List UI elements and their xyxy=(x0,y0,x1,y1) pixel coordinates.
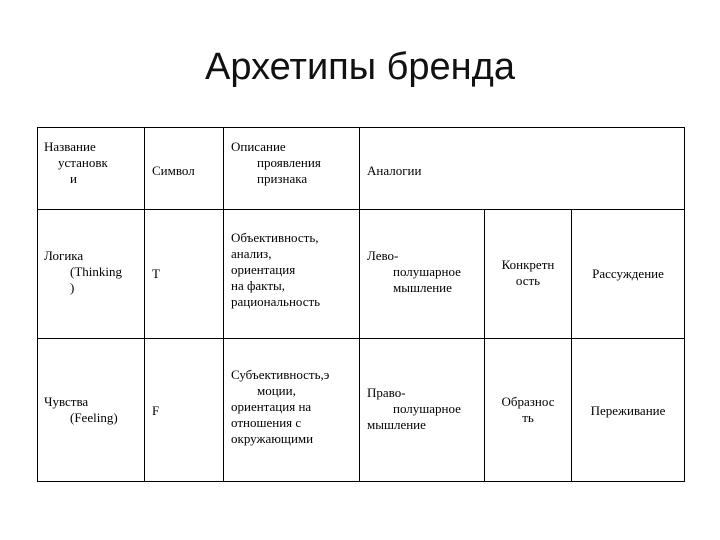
header-description: Описание проявления признака xyxy=(231,139,321,186)
table-border-right xyxy=(684,127,685,482)
table-row-divider xyxy=(37,338,685,339)
row-thinking-name: Логика (Thinking ) xyxy=(44,248,122,295)
table-border-bottom xyxy=(37,481,685,482)
row-thinking-symbol: T xyxy=(152,266,160,281)
table-column-divider xyxy=(359,127,360,482)
row-thinking-extra: Конкретн ость xyxy=(501,257,555,288)
row-feeling-name: Чувства (Feeling) xyxy=(44,394,118,425)
header-name: Название установк и xyxy=(44,139,108,186)
header-analogies: Аналогии xyxy=(367,163,422,178)
table-column-divider xyxy=(571,209,572,482)
row-feeling-activity: Переживание xyxy=(590,403,666,418)
table-border-top xyxy=(37,127,685,128)
table-border-left xyxy=(37,127,38,482)
table-column-divider xyxy=(223,127,224,482)
table-row-divider xyxy=(37,209,685,210)
slide-title: Архетипы бренда xyxy=(205,46,515,88)
archetypes-table xyxy=(37,127,685,482)
row-feeling-extra: Образнос ть xyxy=(501,394,555,425)
row-feeling-analogy: Право- полушарное мышление xyxy=(367,385,461,432)
row-feeling-symbol: F xyxy=(152,403,160,418)
row-thinking-analogy: Лево- полушарное мышление xyxy=(367,248,461,295)
table-column-divider xyxy=(484,209,485,482)
row-feeling-description: Субъективность,э моции, ориентация на отношения с окружающими xyxy=(231,367,330,446)
row-thinking-description: Объективность, анализ, ориентация на факты, рациональность xyxy=(231,230,321,309)
row-thinking-activity: Рассуждение xyxy=(592,266,664,281)
table-column-divider xyxy=(144,127,145,482)
header-symbol: Символ xyxy=(152,163,195,178)
